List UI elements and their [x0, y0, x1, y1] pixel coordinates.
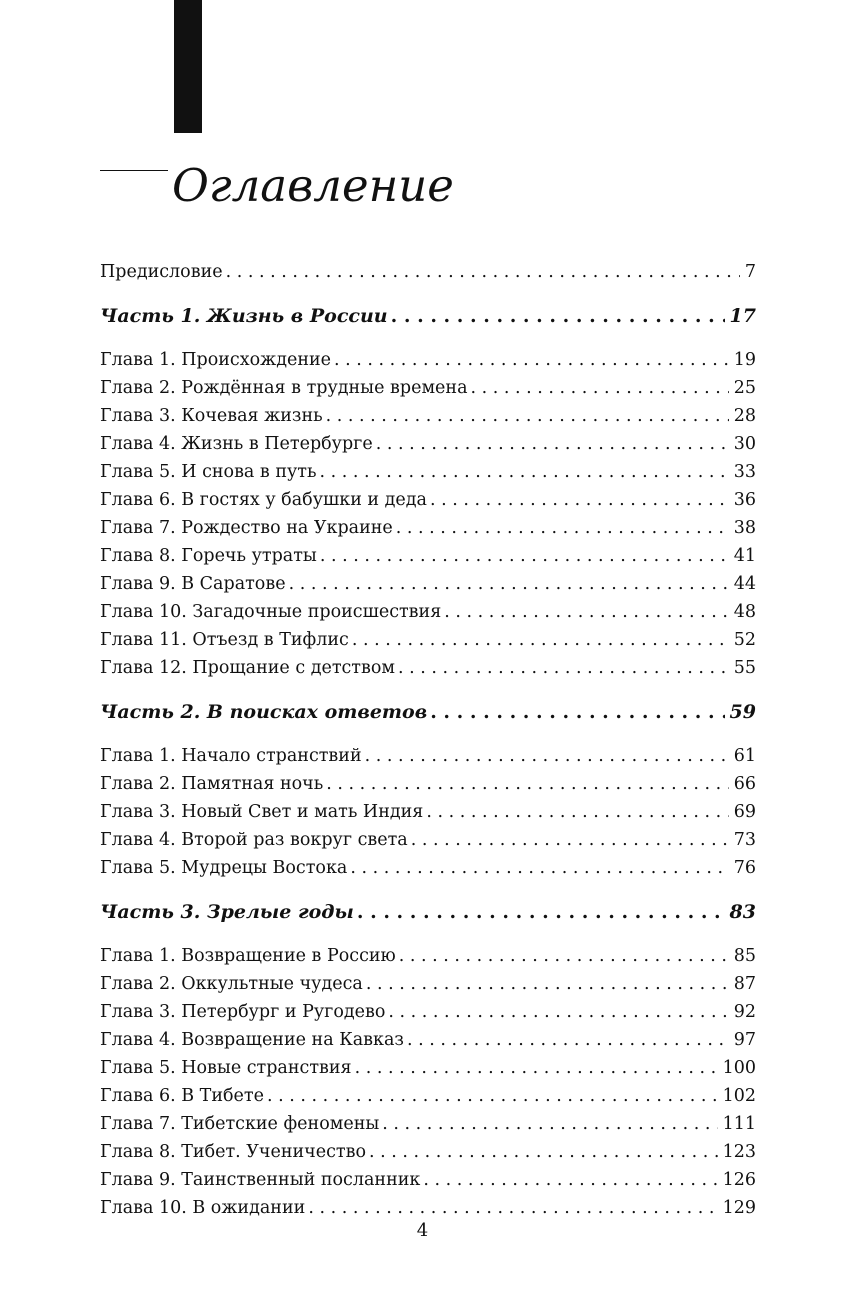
toc-page-number: 17	[729, 305, 756, 327]
toc-page-number: 111	[722, 1114, 756, 1134]
toc-entry-title: Глава 7. Рождество на Украине	[100, 518, 393, 538]
dot-leader	[399, 942, 729, 970]
dot-leader	[267, 1082, 718, 1110]
dot-leader	[426, 798, 728, 826]
toc-entry-preface[interactable]	[100, 258, 756, 286]
title-rule	[100, 170, 168, 171]
dot-leader	[388, 998, 728, 1026]
toc-chapter[interactable]	[100, 854, 756, 882]
dot-leader	[396, 514, 729, 542]
dot-leader	[411, 826, 729, 854]
dot-leader	[382, 1110, 717, 1138]
toc-entry-title: Глава 1. Начало странствий	[100, 746, 362, 766]
toc-page-number: 76	[733, 858, 756, 878]
toc-entry-title: Глава 12. Прощание с детством	[100, 658, 395, 678]
toc-chapter[interactable]	[100, 346, 756, 374]
dot-leader	[365, 742, 729, 770]
toc-page-number: 100	[722, 1058, 756, 1078]
toc-entry-title: Предисловие	[100, 262, 223, 282]
decorative-black-bar	[174, 0, 202, 133]
toc-chapter[interactable]	[100, 998, 756, 1026]
dot-leader	[289, 570, 729, 598]
page-number: 4	[416, 1220, 429, 1241]
toc-page-number: 38	[733, 518, 756, 538]
dot-leader	[226, 258, 740, 286]
toc-entry-title: Глава 1. Происхождение	[100, 350, 332, 370]
toc-page-number: 19	[733, 350, 756, 370]
dot-leader	[471, 374, 729, 402]
toc-part-title: Часть 2. В поисках ответов	[100, 701, 428, 723]
toc-chapter[interactable]	[100, 1138, 756, 1166]
toc-page-number: 52	[733, 630, 756, 650]
toc-entry-title: Глава 8. Горечь утраты	[100, 546, 317, 566]
toc-chapter[interactable]	[100, 1026, 756, 1054]
toc-chapter[interactable]	[100, 430, 756, 458]
toc-page-number: 44	[733, 574, 756, 594]
toc-chapter[interactable]	[100, 570, 756, 598]
toc-page-number: 41	[733, 546, 756, 566]
toc-chapter[interactable]	[100, 798, 756, 826]
toc-chapter[interactable]	[100, 1054, 756, 1082]
toc-chapter[interactable]	[100, 770, 756, 798]
dot-leader	[320, 542, 729, 570]
toc-chapter[interactable]	[100, 1166, 756, 1194]
toc-entry-title: Глава 5. Мудрецы Востока	[100, 858, 348, 878]
toc-chapter[interactable]	[100, 542, 756, 570]
toc-page-number: 126	[722, 1170, 756, 1190]
dot-leader	[369, 1138, 718, 1166]
toc-entry-title: Глава 4. Возвращение на Кавказ	[100, 1030, 404, 1050]
toc-part-title: Часть 3. Зрелые годы	[100, 901, 354, 923]
toc-entry-title: Глава 5. И снова в путь	[100, 462, 317, 482]
toc-chapter[interactable]	[100, 1082, 756, 1110]
toc-entry-title: Глава 4. Второй раз вокруг света	[100, 830, 408, 850]
toc-chapter[interactable]	[100, 826, 756, 854]
toc-entry-title: Глава 5. Новые странствия	[100, 1058, 352, 1078]
dot-leader	[334, 346, 729, 374]
toc-chapter[interactable]	[100, 1110, 756, 1138]
toc-page-number: 102	[722, 1086, 756, 1106]
dot-leader	[357, 896, 725, 928]
toc-chapter[interactable]	[100, 458, 756, 486]
toc-page-number: 30	[733, 434, 756, 454]
toc-entry-title: Глава 4. Жизнь в Петербурге	[100, 434, 373, 454]
dot-leader	[391, 300, 725, 332]
dot-leader	[423, 1166, 717, 1194]
toc-chapter[interactable]	[100, 402, 756, 430]
toc-chapter[interactable]	[100, 486, 756, 514]
toc-entry-title: Глава 3. Петербург и Ругодево	[100, 1002, 386, 1022]
toc-entry-title: Глава 6. В гостях у бабушки и деда	[100, 490, 427, 510]
toc-part-3[interactable]	[100, 896, 756, 928]
toc-page-number: 92	[733, 1002, 756, 1022]
toc-page-number: 25	[733, 378, 756, 398]
toc-entry-title: Глава 1. Возвращение в Россию	[100, 946, 396, 966]
toc-entry-title: Глава 2. Рождённая в трудные времена	[100, 378, 468, 398]
toc-page-number: 66	[733, 774, 756, 794]
toc-page-number: 61	[733, 746, 756, 766]
toc-part-title: Часть 1. Жизнь в России	[100, 305, 388, 327]
toc-entry-title: Глава 6. В Тибете	[100, 1086, 264, 1106]
table-of-contents	[100, 258, 756, 1222]
toc-chapter[interactable]	[100, 598, 756, 626]
toc-page-number: 55	[733, 658, 756, 678]
dot-leader	[398, 654, 729, 682]
toc-chapter[interactable]	[100, 942, 756, 970]
toc-page-number: 48	[733, 602, 756, 622]
toc-entry-title: Глава 2. Оккультные чудеса	[100, 974, 363, 994]
toc-chapter[interactable]	[100, 374, 756, 402]
dot-leader	[326, 402, 729, 430]
toc-page-number: 28	[733, 406, 756, 426]
toc-entry-title: Глава 2. Памятная ночь	[100, 774, 324, 794]
dot-leader	[376, 430, 729, 458]
toc-part-1[interactable]	[100, 300, 756, 332]
dot-leader	[430, 486, 729, 514]
dot-leader	[350, 854, 728, 882]
toc-chapter[interactable]	[100, 970, 756, 998]
dot-leader	[355, 1054, 718, 1082]
toc-entry-title: Глава 11. Отъезд в Тифлис	[100, 630, 349, 650]
toc-entry-title: Глава 10. В ожидании	[100, 1198, 306, 1218]
toc-page-number: 73	[733, 830, 756, 850]
dot-leader	[366, 970, 729, 998]
toc-entry-title: Глава 8. Тибет. Ученичество	[100, 1142, 366, 1162]
toc-page-number: 33	[733, 462, 756, 482]
page-title: Оглавление	[172, 159, 454, 212]
dot-leader	[407, 1026, 729, 1054]
toc-chapter[interactable]	[100, 514, 756, 542]
toc-page-number: 59	[729, 701, 756, 723]
dot-leader	[320, 458, 729, 486]
toc-entry-title: Глава 9. В Саратове	[100, 574, 286, 594]
toc-entry-title: Глава 10. Загадочные происшествия	[100, 602, 442, 622]
toc-chapter[interactable]	[100, 626, 756, 654]
dot-leader	[444, 598, 728, 626]
toc-entry-title: Глава 3. Кочевая жизнь	[100, 406, 323, 426]
toc-entry-title: Глава 9. Таинственный посланник	[100, 1170, 421, 1190]
toc-page-number: 85	[733, 946, 756, 966]
toc-page-number: 36	[733, 490, 756, 510]
toc-entry-title: Глава 7. Тибетские феномены	[100, 1114, 380, 1134]
dot-leader	[326, 770, 728, 798]
dot-leader	[430, 696, 724, 728]
toc-part-2[interactable]	[100, 696, 756, 728]
dot-leader	[352, 626, 729, 654]
toc-page-number: 97	[733, 1030, 756, 1050]
toc-chapter[interactable]	[100, 654, 756, 682]
toc-page-number: 7	[744, 262, 756, 282]
toc-page-number: 129	[722, 1198, 756, 1218]
toc-page-number: 87	[733, 974, 756, 994]
toc-page-number: 123	[722, 1142, 756, 1162]
toc-page-number: 83	[729, 901, 756, 923]
toc-chapter[interactable]	[100, 742, 756, 770]
toc-page-number: 69	[733, 802, 756, 822]
toc-entry-title: Глава 3. Новый Свет и мать Индия	[100, 802, 424, 822]
